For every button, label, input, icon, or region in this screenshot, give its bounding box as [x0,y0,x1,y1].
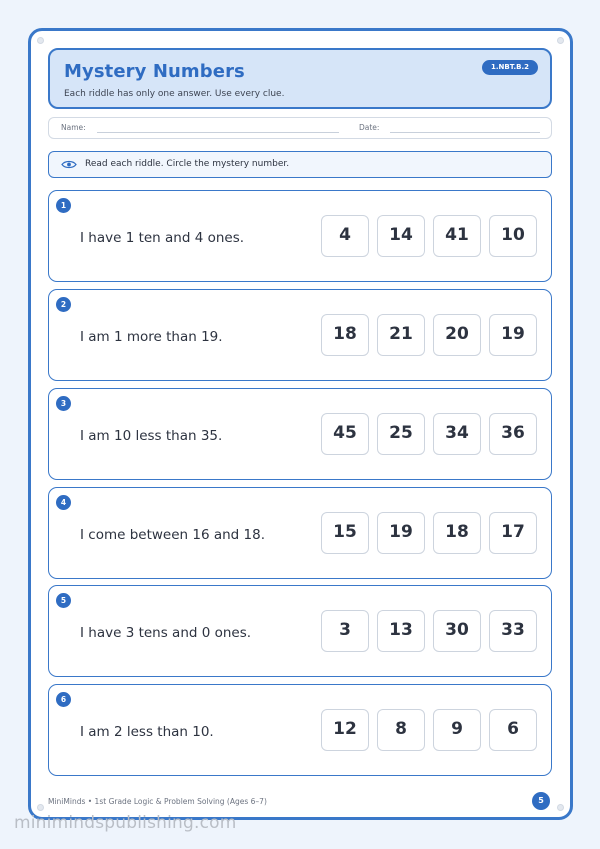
riddle-card [48,487,552,579]
page-title: Mystery Numbers [64,61,245,82]
answer-choice[interactable]: 33 [489,610,537,652]
watermark: minimindspublishing.com [14,813,237,833]
answer-choice[interactable]: 36 [489,413,537,455]
answer-choices [321,610,537,652]
riddle-text: I have 3 tens and 0 ones. [80,625,252,641]
answer-choice[interactable]: 3 [321,610,369,652]
riddle-text: I am 10 less than 35. [80,428,223,444]
riddle-number: 5 [56,593,71,608]
answer-choice[interactable]: 17 [489,512,537,554]
riddle-text: I am 2 less than 10. [80,724,214,740]
answer-choice[interactable]: 20 [433,314,481,356]
answer-choices [321,314,537,356]
riddle-text: I am 1 more than 19. [80,329,223,345]
corner-dot [557,804,564,811]
answer-choice[interactable]: 34 [433,413,481,455]
instruction-text: Read each riddle. Circle the mystery number. [85,159,290,169]
riddle-text: I have 1 ten and 4 ones. [80,230,245,246]
answer-choice[interactable]: 18 [321,314,369,356]
corner-dot [37,37,44,44]
date-field[interactable] [390,132,540,133]
riddle-card [48,684,552,776]
riddle-number: 1 [56,198,71,213]
answer-choice[interactable]: 41 [433,215,481,257]
answer-choice[interactable]: 9 [433,709,481,751]
date-label: Date: [359,123,380,132]
answer-choice[interactable]: 19 [489,314,537,356]
answer-choices [321,413,537,455]
answer-choice[interactable]: 13 [377,610,425,652]
riddle-number: 3 [56,396,71,411]
standard-badge: 1.NBT.B.2 [482,60,538,75]
answer-choice[interactable]: 8 [377,709,425,751]
answer-choice[interactable]: 30 [433,610,481,652]
answer-choice[interactable]: 4 [321,215,369,257]
answer-choice[interactable]: 15 [321,512,369,554]
riddle-number: 4 [56,495,71,510]
eye-icon [61,160,77,169]
riddle-card [48,190,552,282]
answer-choice[interactable]: 45 [321,413,369,455]
answer-choice[interactable]: 18 [433,512,481,554]
riddle-card [48,388,552,480]
instruction-box [48,151,552,178]
answer-choice[interactable]: 14 [377,215,425,257]
name-date-bar [48,117,552,139]
page-subtitle: Each riddle has only one answer. Use every clue. [64,89,285,99]
name-label: Name: [61,123,86,132]
answer-choice[interactable]: 19 [377,512,425,554]
footer-text: MiniMinds • 1st Grade Logic & Problem Solving (Ages 6–7) [48,797,267,806]
page-number-badge: 5 [532,792,550,810]
riddle-text: I come between 16 and 18. [80,527,265,543]
riddle-card [48,289,552,381]
answer-choices [321,512,537,554]
answer-choices [321,709,537,751]
riddle-number: 2 [56,297,71,312]
corner-dot [37,804,44,811]
answer-choice[interactable]: 6 [489,709,537,751]
answer-choice[interactable]: 12 [321,709,369,751]
answer-choice[interactable]: 10 [489,215,537,257]
riddle-card [48,585,552,677]
header-card [48,48,552,109]
corner-dot [557,37,564,44]
name-field[interactable] [97,132,339,133]
answer-choice[interactable]: 25 [377,413,425,455]
answer-choices [321,215,537,257]
riddle-number: 6 [56,692,71,707]
answer-choice[interactable]: 21 [377,314,425,356]
